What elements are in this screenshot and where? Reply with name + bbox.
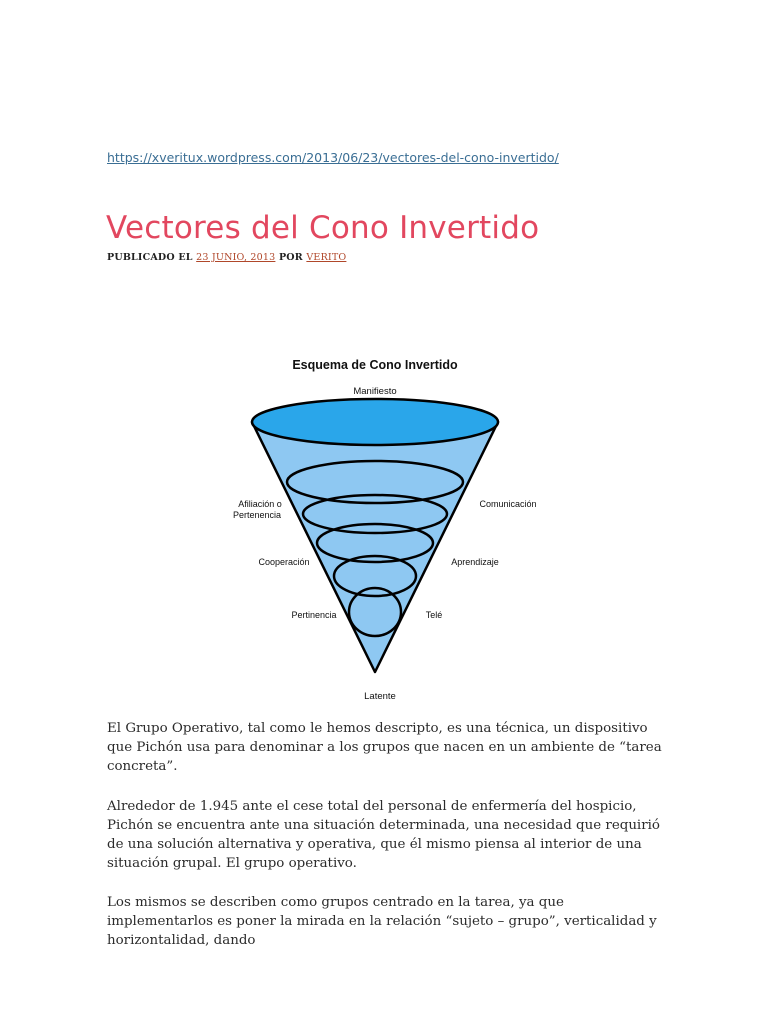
label-manifiesto: Manifiesto [353, 386, 397, 397]
label-comunicacion: Comunicación [479, 499, 537, 509]
paragraph-2: Alrededor de 1.945 ante el cese total del personal de enfermería del hospicio, Pichón se encuentra ante una situación determinada, una necesidad que requirió de una solución alternativa y operativa, que él mismo piensa al interior de una situación grupal. El grupo operativo. [107, 799, 660, 871]
diagram-title: Esquema de Cono Invertido [292, 358, 458, 372]
paragraph-3: Los mismos se describen como grupos centrado en la tarea, ya que implementarlos es poner la mirada en la relación “sujeto – grupo”, verticalidad y horizontalidad, dando [107, 895, 657, 948]
meta-by: POR [278, 252, 303, 263]
paragraph-1: El Grupo Operativo, tal como le hemos descripto, es una técnica, un dispositivo que Pichón usa para denominar a los grupos que nacen en un ambiente de “tarea concreta”. [107, 721, 662, 774]
label-latente: Latente [364, 691, 396, 702]
cone-top-ellipse [252, 399, 498, 445]
post-date-link[interactable]: 23 JUNIO, 2013 [196, 252, 276, 263]
cone-body [252, 422, 498, 672]
label-tele: Telé [425, 610, 443, 620]
post-meta [107, 252, 346, 263]
label-afiliacion-line1: Afiliación o [238, 499, 282, 509]
label-cooperacion: Cooperación [258, 557, 310, 567]
label-aprendizaje: Aprendizaje [451, 557, 499, 567]
label-afiliacion-line2: Pertenencia [232, 510, 282, 520]
label-pertinencia: Pertinencia [291, 610, 337, 620]
source-url-link[interactable]: https://xveritux.wordpress.com/2013/06/23/vectores-del-cono-invertido/ [107, 150, 559, 165]
meta-published-prefix: PUBLICADO EL [107, 252, 193, 263]
post-author-link[interactable]: VERITO [306, 252, 347, 263]
post-title: Vectores del Cono Invertido [106, 210, 540, 246]
inverted-cone-diagram [215, 350, 555, 705]
